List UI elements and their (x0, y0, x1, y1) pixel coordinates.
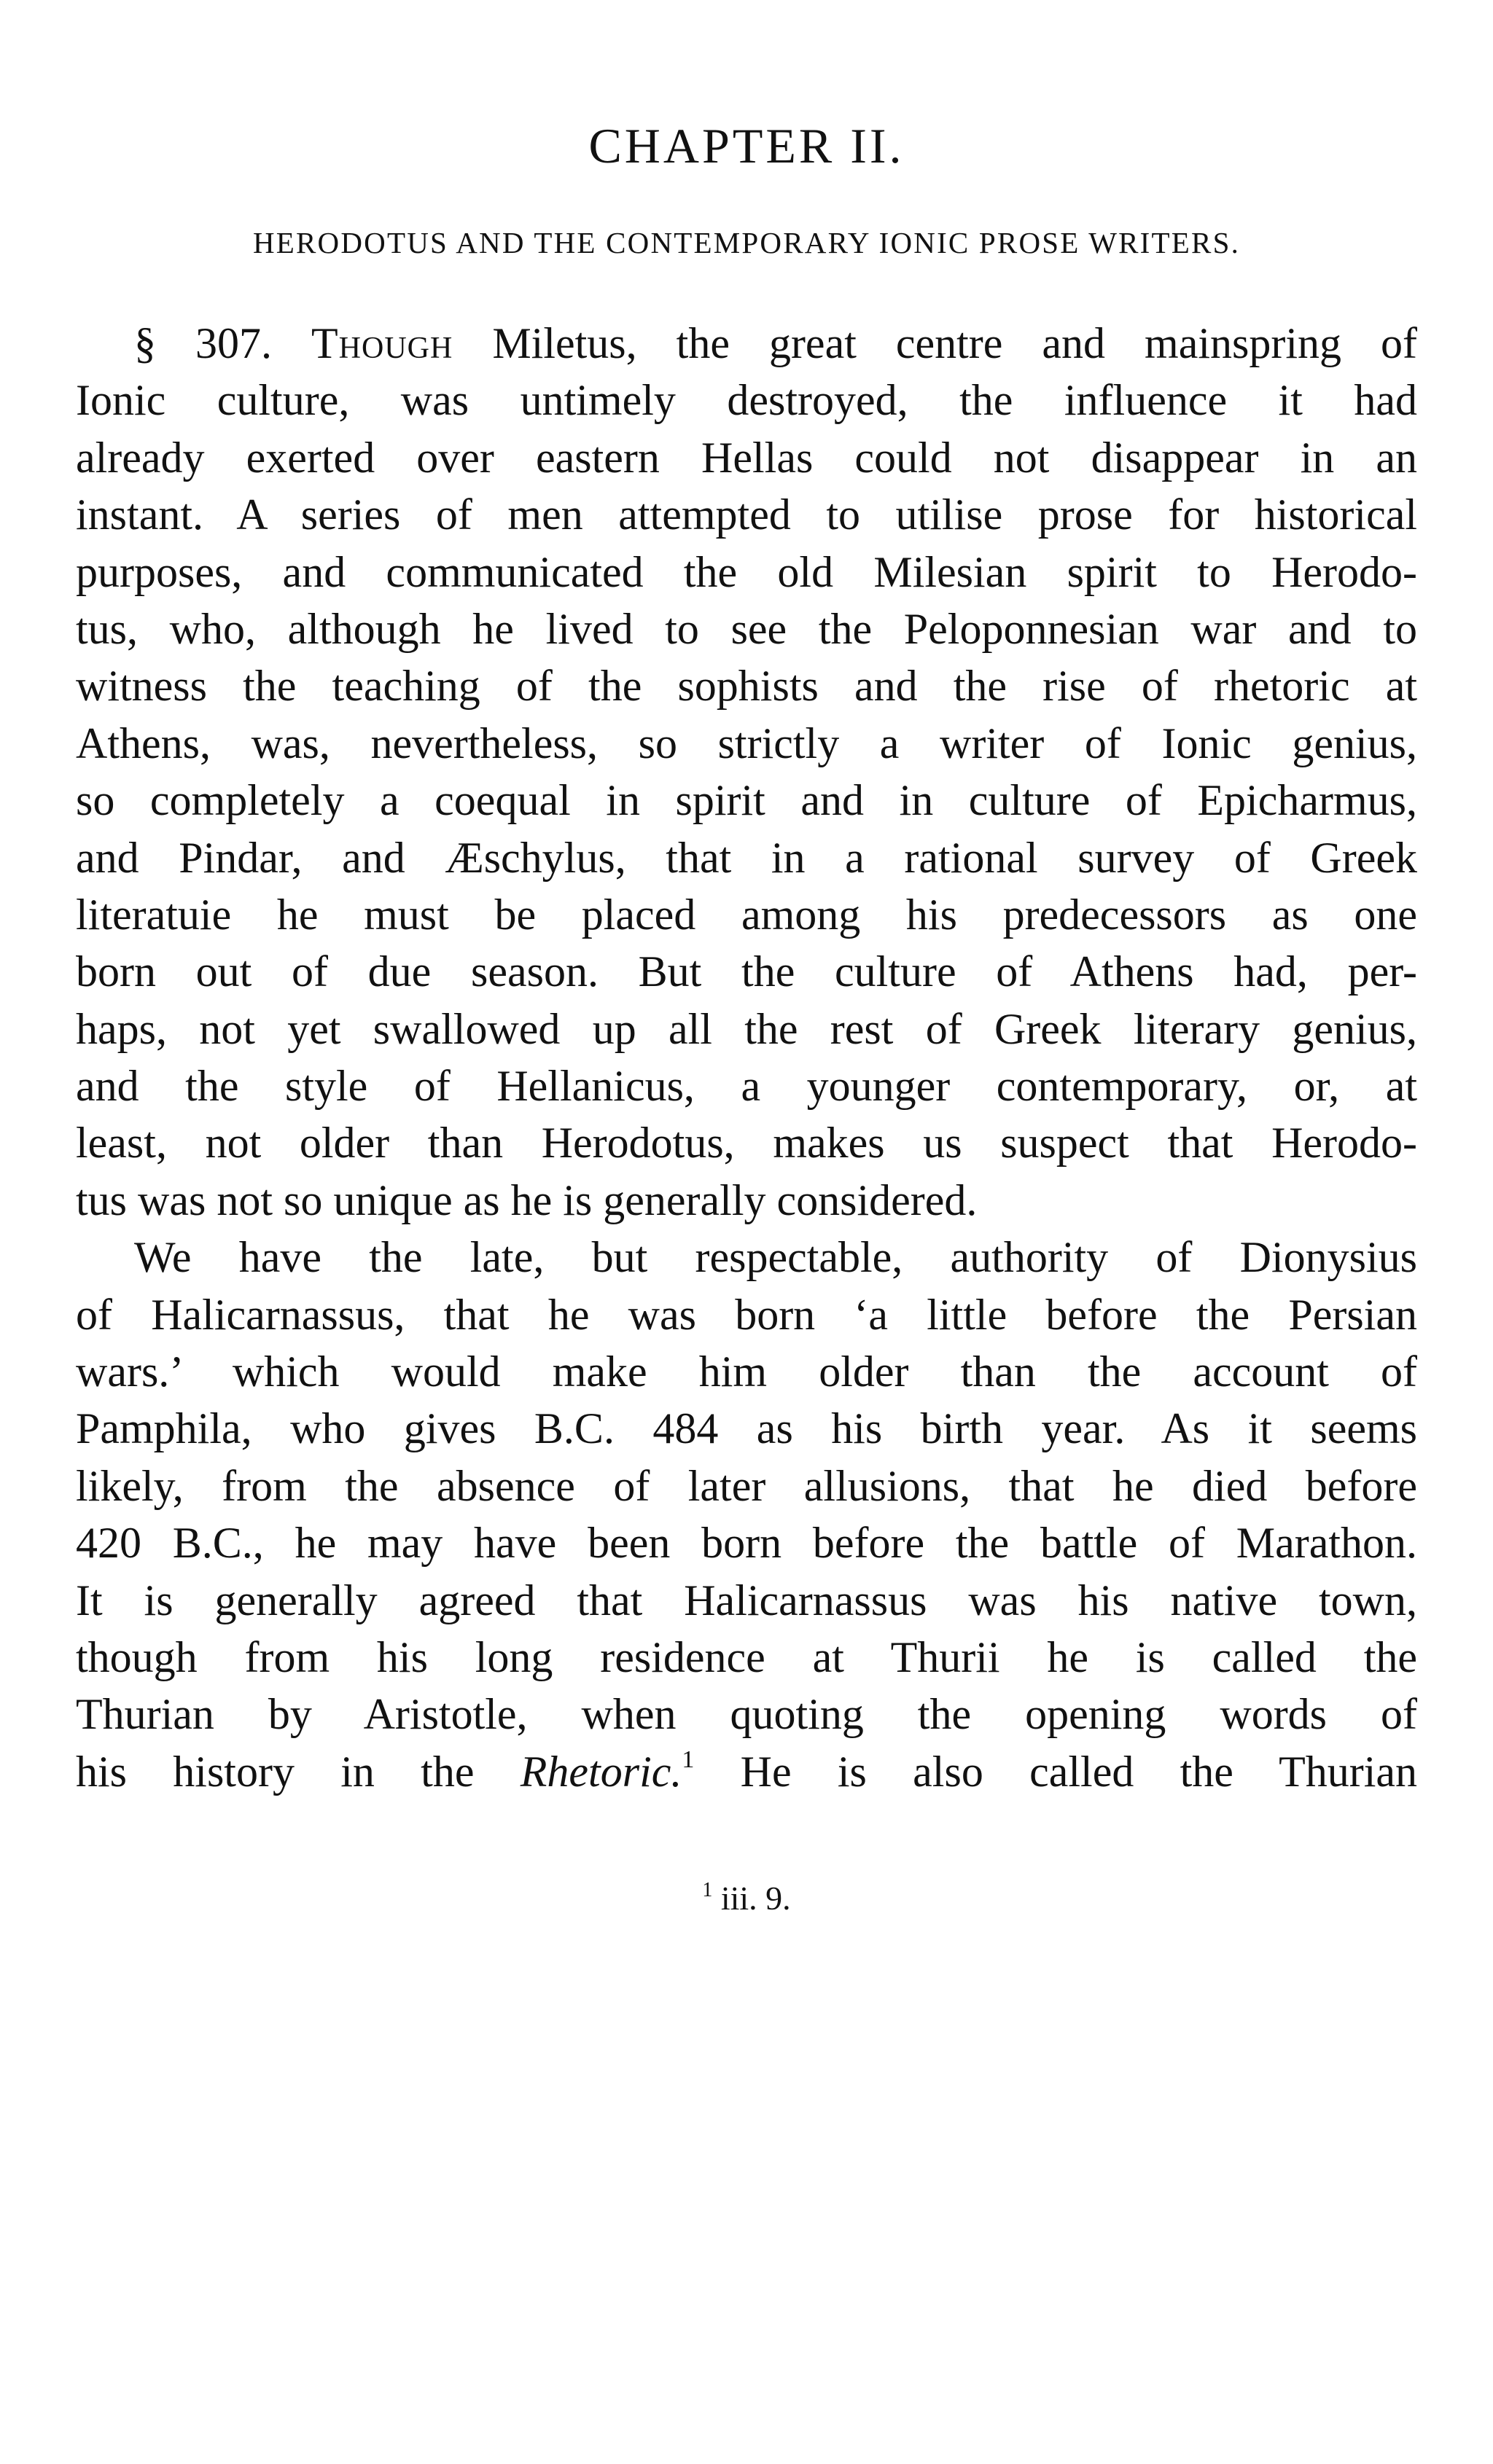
text-line: though from his long residence at Thurii he is called the (76, 1632, 1417, 1681)
text-line: born out of due season. But the culture of Athens had, per- (76, 947, 1417, 996)
text-line: § 307. Though Miletus, the great centre and mainspring of (134, 319, 1417, 367)
text-line: so completely a coequal in spirit and in culture of Epicharmus, (76, 776, 1417, 825)
text-line: and the style of Hellanicus, a younger contemporary, or, at (76, 1062, 1417, 1111)
body-text (76, 315, 1417, 1800)
text-line: least, not older than Herodotus, makes us suspect that Herodo- (76, 1119, 1417, 1168)
text-line: likely, from the absence of later allusions, that he died before (76, 1461, 1417, 1510)
italic-title: Rhetoric. (520, 1747, 682, 1796)
section-mark: § 307. (134, 319, 272, 367)
text-line: haps, not yet swallowed up all the rest of Greek literary genius, (76, 1004, 1417, 1053)
text-line: Athens, was, nevertheless, so strictly a writer of Ionic genius, (76, 719, 1417, 767)
footnote-reference: 1 (682, 1745, 695, 1773)
chapter-title: HERODOTUS AND THE CONTEMPORARY IONIC PROSE WRITERS. (252, 226, 1241, 259)
text-line: literatuie he must be placed among his predecessors as one (76, 890, 1417, 939)
opening-word: Though (311, 319, 453, 367)
book-page (76, 0, 1417, 2464)
chapter-heading: CHAPTER II. (588, 118, 905, 173)
text-line: Thurian by Aristotle, when quoting the opening words of (76, 1690, 1417, 1739)
text-line: It is generally agreed that Halicarnassus was his native town, (76, 1576, 1417, 1624)
text-line: and Pindar, and Æschylus, that in a rational survey of Greek (76, 833, 1417, 882)
text-line: We have the late, but respectable, authority of Dionysius (134, 1233, 1417, 1282)
text-line: his history in the Rhetoric.$^1$ He is also called the Thurian (76, 1745, 1417, 1796)
text-line: of Halicarnassus, that he was born ‘a little before the Persian (76, 1290, 1417, 1339)
text-line: witness the teaching of the sophists and the rise of rhetoric at (76, 662, 1417, 711)
text-line: already exerted over eastern Hellas could not disappear in an (76, 433, 1417, 482)
text-line: tus was not so unique as he is generally considered. (76, 1176, 978, 1224)
text-line: Ionic culture, was untimely destroyed, the influence it had (76, 376, 1417, 425)
footnote-marker: 1 (702, 1879, 713, 1901)
text-line: purposes, and communicated the old Milesian spirit to Herodo- (76, 547, 1417, 596)
text-line: instant. A series of men attempted to utilise prose for historical (76, 490, 1417, 539)
footnote (76, 1877, 1417, 1920)
text-line: 420 B.C., he may have been born before the battle of Marathon. (76, 1519, 1417, 1568)
text-line: wars.’ which would make him older than the account of (76, 1348, 1417, 1396)
text-line: Pamphila, who gives B.C. 484 as his birth year. As it seems (76, 1404, 1417, 1453)
footnote-text: iii. 9. (712, 1880, 791, 1917)
text-line: tus, who, although he lived to see the Peloponnesian war and to (76, 604, 1417, 653)
